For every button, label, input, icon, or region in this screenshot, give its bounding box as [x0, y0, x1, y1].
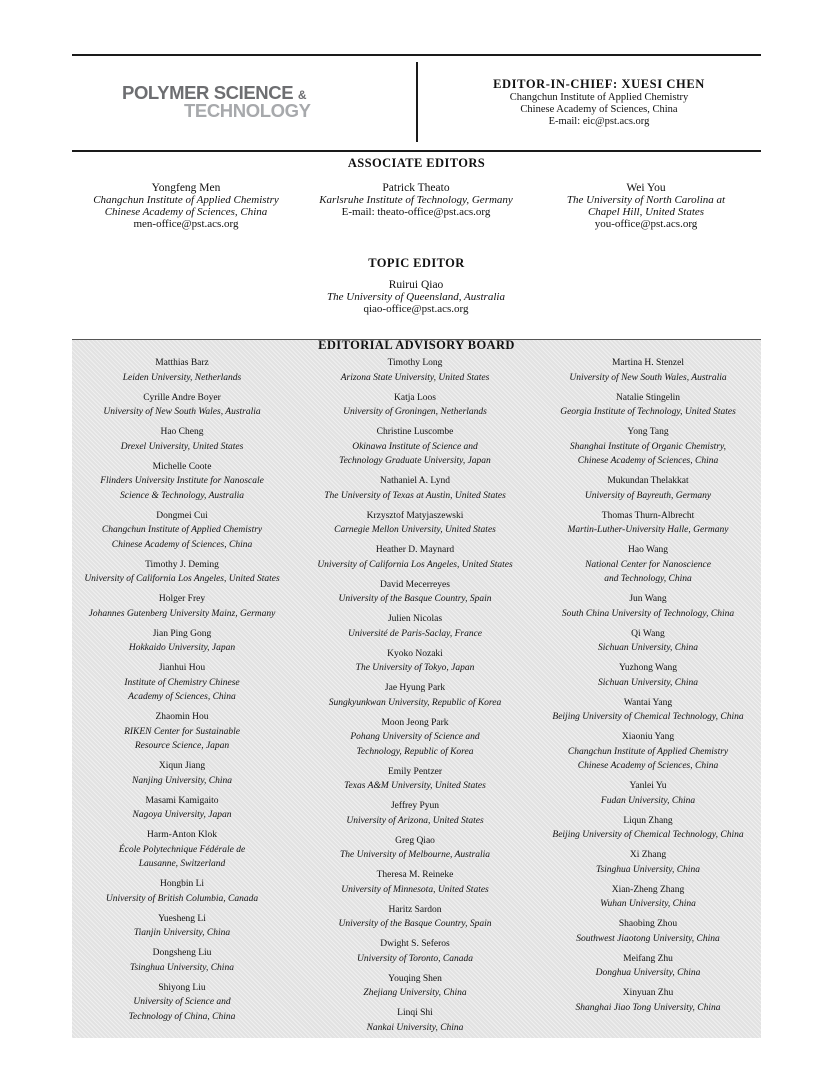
member-name: David Mecerreyes [380, 579, 450, 590]
board-member [300, 903, 530, 932]
member-affiliation: Science & Technology, Australia [119, 490, 244, 501]
section-rule [72, 150, 761, 152]
member-name: Dongsheng Liu [152, 948, 212, 958]
board-member [67, 828, 297, 872]
editor-email: men-office@pst.acs.org [133, 218, 239, 230]
member-affiliation: University of the Basque Country, Spain [338, 594, 492, 604]
board-member [300, 716, 530, 760]
board-member [300, 509, 530, 538]
member-name: Christine Luscombe [376, 427, 454, 437]
topic-editor [296, 279, 536, 315]
member-affiliation: Johannes Gutenberg University Mainz, Germany [88, 608, 276, 619]
board-member [533, 814, 763, 843]
board-member [67, 460, 297, 504]
member-name: Shaobing Zhou [618, 919, 678, 929]
member-affiliation: University of California Los Angeles, United States [317, 559, 513, 570]
associate-editor [66, 182, 306, 230]
board-member [533, 848, 763, 877]
board-member [533, 474, 763, 503]
member-name: Thomas Thurn-Albrecht [601, 510, 695, 521]
board-member [533, 627, 763, 656]
member-affiliation: University of Groningen, Netherlands [343, 407, 487, 417]
member-name: Youqing Shen [388, 973, 442, 984]
eic-affiliation-2: Chinese Academy of Sciences, China [520, 104, 678, 115]
member-name: Hao Wang [628, 545, 668, 555]
member-affiliation: Sichuan University, China [597, 677, 698, 688]
member-affiliation: RIKEN Center for Sustainable [124, 726, 240, 737]
member-name: Linqi Shi [397, 1008, 433, 1018]
board-member [300, 647, 530, 676]
member-name: Dwight S. Seferos [380, 939, 450, 949]
member-name: Timothy Long [387, 358, 443, 368]
member-affiliation: Sungkyunkwan University, Republic of Korea [328, 697, 502, 708]
board-member [67, 946, 297, 975]
member-affiliation: Georgia Institute of Technology, United States [560, 407, 736, 417]
board-member [533, 779, 763, 808]
member-name: Nathaniel A. Lynd [380, 476, 450, 486]
editor-name: Patrick Theato [382, 182, 450, 194]
editor-affiliation: The University of North Carolina at [566, 194, 726, 206]
board-member [67, 592, 297, 621]
board-member [67, 661, 297, 705]
board-member [533, 391, 763, 420]
member-affiliation: Academy of Sciences, China [128, 692, 236, 702]
member-name: Emily Pentzer [387, 766, 443, 777]
board-member [533, 543, 763, 587]
board-member [300, 612, 530, 641]
member-affiliation: Sichuan University, China [597, 643, 698, 653]
logo-ampersand: & [297, 88, 307, 102]
member-affiliation: Tianjin University, China [133, 928, 231, 938]
member-affiliation: University of Science and [133, 997, 231, 1007]
member-affiliation: University of Bayreuth, Germany [584, 490, 712, 501]
journal-logo [122, 84, 311, 120]
member-name: Jeffrey Pyun [390, 801, 440, 811]
associate-editor [296, 182, 536, 218]
advisory-column-2 [300, 356, 530, 1041]
member-name: Katja Loos [394, 392, 436, 403]
member-affiliation: The University of Texas at Austin, United States [324, 490, 506, 501]
member-name: Matthias Barz [155, 358, 209, 368]
board-member [300, 356, 530, 385]
member-name: Yanlei Yu [629, 781, 667, 791]
member-name: Yuzhong Wang [619, 663, 677, 673]
member-affiliation: Chinese Academy of Sciences, China [577, 761, 719, 771]
member-affiliation: Hokkaido University, Japan [128, 643, 236, 653]
member-affiliation: Texas A&M University, United States [344, 781, 486, 791]
member-name: Xiaoniu Yang [621, 732, 675, 742]
member-affiliation: Leiden University, Netherlands [122, 372, 242, 383]
member-affiliation: Wuhan University, China [600, 899, 696, 909]
board-member [533, 883, 763, 912]
member-affiliation: École Polytechnique Fédérale de [118, 844, 246, 855]
member-affiliation: Tsinghua University, China [596, 864, 700, 875]
member-name: Harm-Anton Klok [147, 830, 217, 840]
member-name: Krzysztof Matyjaszewski [366, 510, 464, 521]
board-member [300, 425, 530, 469]
member-affiliation: Nanjing University, China [131, 775, 232, 786]
board-member [67, 558, 297, 587]
member-affiliation: The University of Tokyo, Japan [355, 663, 475, 673]
member-affiliation: Pohang University of Science and [350, 732, 480, 742]
member-name: Mukundan Thelakkat [607, 476, 689, 486]
member-affiliation: National Center for Nanoscience [585, 559, 711, 570]
board-member [67, 794, 297, 823]
member-affiliation: Technology of China, China [128, 1011, 236, 1022]
member-affiliation: Nagoya University, Japan [132, 810, 232, 820]
editor-email: qiao-office@pst.acs.org [363, 303, 469, 315]
member-name: Wantai Yang [623, 697, 673, 708]
editor-in-chief-title: EDITOR-IN-CHIEF: XUESI CHEN [493, 77, 705, 91]
advisory-board-heading: EDITORIAL ADVISORY BOARD [318, 338, 515, 352]
member-name: Xian-Zheng Zhang [611, 884, 685, 895]
board-member [67, 710, 297, 754]
member-affiliation: Changchun Institute of Applied Chemistry [567, 746, 729, 757]
board-member [533, 592, 763, 621]
editor-affiliation: Changchun Institute of Applied Chemistry [93, 194, 279, 206]
member-name: Yuesheng Li [158, 913, 206, 924]
header-divider [416, 62, 418, 142]
member-affiliation: University of New South Wales, Australia [569, 372, 727, 383]
logo-text-technology: TECHNOLOGY [184, 99, 311, 121]
member-affiliation: The University of Melbourne, Australia [340, 850, 490, 860]
editor-affiliation: Chapel Hill, United States [587, 206, 705, 218]
member-affiliation: Beijing University of Chemical Technology, China [552, 712, 744, 722]
advisory-column-3 [533, 356, 763, 1021]
editor-in-chief-block [440, 77, 758, 128]
member-affiliation: Shanghai Institute of Organic Chemistry, [569, 441, 727, 452]
board-member [300, 543, 530, 572]
member-affiliation: Nankai University, China [366, 1022, 464, 1033]
board-member [300, 474, 530, 503]
board-member [300, 868, 530, 897]
board-member [300, 972, 530, 1001]
editor-name: Ruirui Qiao [388, 279, 444, 291]
associate-editor [526, 182, 766, 230]
member-affiliation: Resource Science, Japan [134, 741, 230, 751]
board-member [533, 952, 763, 981]
member-affiliation: Beijing University of Chemical Technology, China [552, 830, 744, 840]
board-member [533, 356, 763, 385]
associate-editors-heading: ASSOCIATE EDITORS [347, 156, 486, 170]
member-name: Hongbin Li [159, 879, 205, 889]
member-affiliation: Shanghai Jiao Tong University, China [575, 1002, 721, 1013]
member-affiliation: Lausanne, Switzerland [138, 859, 226, 869]
member-affiliation: Changchun Institute of Applied Chemistry [101, 525, 263, 535]
member-affiliation: University of Toronto, Canada [357, 953, 473, 964]
member-name: Kyoko Nozaki [387, 648, 443, 659]
board-member [67, 877, 297, 906]
board-member [67, 627, 297, 656]
member-affiliation: Chinese Academy of Sciences, China [577, 456, 719, 466]
member-affiliation: University of California Los Angeles, United States [84, 574, 280, 584]
board-member [300, 1006, 530, 1035]
logo-text-polymer-science: POLYMER SCIENCE [122, 82, 294, 103]
member-affiliation: Chinese Academy of Sciences, China [111, 539, 253, 550]
board-member [300, 681, 530, 710]
member-name: Zhaomin Hou [155, 712, 209, 722]
member-affiliation: Southwest Jiaotong University, China [576, 933, 720, 944]
member-name: Xinyuan Zhu [622, 988, 674, 998]
board-member [300, 937, 530, 966]
member-name: Holger Frey [158, 594, 206, 604]
board-member [67, 391, 297, 420]
member-affiliation: South China University of Technology, China [561, 608, 735, 619]
member-name: Natalie Stingelin [615, 392, 681, 403]
member-affiliation: Tsinghua University, China [130, 962, 234, 973]
member-name: Masami Kamigaito [145, 795, 219, 806]
board-member [67, 759, 297, 788]
editor-affiliation: Karlsruhe Institute of Technology, Germany [319, 194, 513, 206]
board-member [533, 986, 763, 1015]
member-affiliation: Donghua University, China [595, 968, 701, 978]
member-name: Julien Nicolas [387, 614, 443, 624]
member-affiliation: Drexel University, United States [120, 441, 244, 452]
member-affiliation: Carnegie Mellon University, United States [334, 525, 496, 535]
member-name: Xiqun Jiang [158, 761, 206, 771]
member-name: Jianhui Hou [158, 663, 206, 673]
eic-affiliation-1: Changchun Institute of Applied Chemistry [509, 92, 689, 103]
member-name: Jun Wang [629, 594, 667, 604]
top-rule [72, 54, 761, 56]
board-member [533, 509, 763, 538]
editor-email: E-mail: theato-office@pst.acs.org [341, 206, 491, 218]
board-member [533, 661, 763, 690]
member-name: Theresa M. Reineke [376, 870, 454, 880]
board-member [533, 917, 763, 946]
board-member [300, 578, 530, 607]
member-name: Jae Hyung Park [384, 683, 446, 693]
member-name: Qi Wang [631, 628, 665, 639]
member-name: Hao Cheng [160, 427, 204, 437]
member-affiliation: and Technology, China [604, 574, 692, 584]
member-name: Xi Zhang [629, 850, 667, 860]
board-member [67, 912, 297, 941]
member-affiliation: Institute of Chemistry Chinese [124, 677, 240, 688]
member-affiliation: Technology Graduate University, Japan [339, 456, 491, 466]
member-affiliation: Arizona State University, United States [340, 372, 490, 383]
member-name: Moon Jeong Park [381, 717, 449, 728]
member-name: Liqun Zhang [623, 815, 673, 826]
member-affiliation: Flinders University Institute for Nanoscale [100, 476, 264, 486]
member-affiliation: Zhejiang University, China [363, 988, 467, 998]
editor-email: you-office@pst.acs.org [594, 218, 698, 230]
board-member [67, 981, 297, 1025]
board-member [67, 356, 297, 385]
editor-name: Yongfeng Men [151, 182, 221, 194]
editor-affiliation: Chinese Academy of Sciences, China [104, 206, 268, 218]
member-name: Jian Ping Gong [152, 628, 212, 639]
board-member [533, 696, 763, 725]
member-affiliation: Fudan University, China [600, 795, 696, 806]
member-name: Timothy J. Deming [145, 559, 219, 570]
member-affiliation: University of New South Wales, Australia [103, 407, 261, 417]
editor-affiliation: The University of Queensland, Australia [327, 291, 505, 303]
member-affiliation: Martin-Luther-University Halle, Germany [567, 525, 729, 535]
member-name: Cyrille Andre Boyer [143, 392, 221, 403]
member-affiliation: University of Arizona, United States [346, 815, 484, 826]
member-name: Heather D. Maynard [375, 545, 455, 555]
board-member [67, 425, 297, 454]
member-name: Greg Qiao [395, 835, 435, 846]
eic-email: E-mail: eic@pst.acs.org [548, 116, 650, 127]
member-name: Michelle Coote [152, 461, 212, 472]
member-affiliation: Université de Paris-Saclay, France [347, 628, 483, 639]
member-affiliation: University of British Columbia, Canada [105, 893, 259, 904]
board-member [300, 391, 530, 420]
member-name: Haritz Sardon [388, 904, 442, 915]
member-name: Yong Tang [627, 427, 669, 437]
member-affiliation: Okinawa Institute of Science and [352, 441, 478, 452]
topic-editor-heading: TOPIC EDITOR [368, 256, 465, 270]
board-member [533, 425, 763, 469]
member-affiliation: University of the Basque Country, Spain [338, 919, 492, 929]
board-member [300, 799, 530, 828]
advisory-column-1 [67, 356, 297, 1030]
member-name: Martina H. Stenzel [611, 358, 685, 368]
member-affiliation: University of Minnesota, United States [341, 884, 489, 895]
member-name: Shiyong Liu [158, 982, 206, 993]
board-member [300, 765, 530, 794]
member-affiliation: Technology, Republic of Korea [356, 746, 474, 757]
board-member [300, 834, 530, 863]
board-member [67, 509, 297, 553]
editor-name: Wei You [626, 182, 666, 194]
board-member [533, 730, 763, 774]
member-name: Dongmei Cui [156, 510, 208, 521]
member-name: Meifang Zhu [623, 953, 673, 964]
